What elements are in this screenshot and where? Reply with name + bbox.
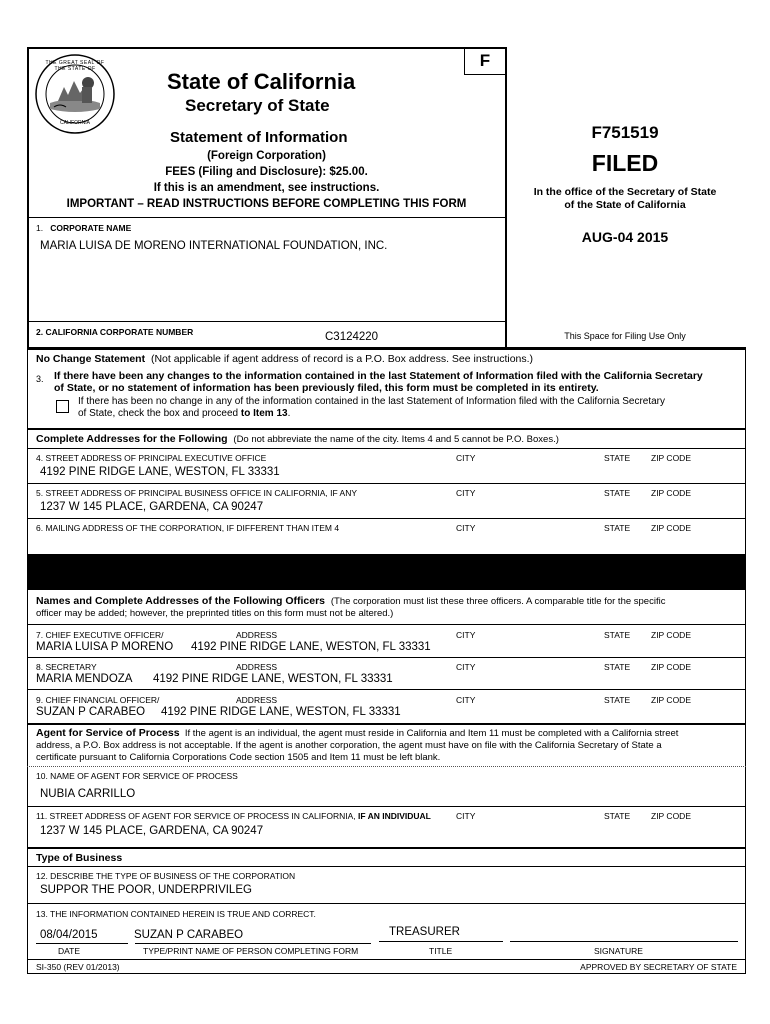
agent-name-value: NUBIA CARRILLO [40,788,136,800]
item5-label: 5. STREET ADDRESS OF PRINCIPAL BUSINESS OFFICE IN CALIFORNIA, IF ANY [36,488,358,498]
addresses-title: Complete Addresses for the Following [36,433,228,445]
item8-label: 8. SECRETARY [36,662,97,672]
section-agent-top [27,723,746,725]
signature-title-value: TREASURER [389,926,460,938]
item10-top-line [27,766,746,767]
filing-status: FILED [591,150,659,176]
filing-office-line1: In the office of the Secretary of State [533,186,717,198]
item9-city-label: CITY [456,695,476,705]
frame-left-line [27,47,29,347]
title-line [379,941,503,942]
corporate-number-value: C3124220 [325,331,379,343]
item9-name: SUZAN P CARABEO [36,706,146,718]
item7-city-label: CITY [456,630,476,640]
item11-label [36,811,431,821]
frame-left-lower [27,347,28,974]
item7-address-label: ADDRESS [236,630,278,640]
item6-zip-label: ZIP CODE [651,523,691,533]
item6-label: 6. MAILING ADDRESS OF THE CORPORATION, IF DIFFERENT THAN ITEM 4 [36,523,340,533]
no-change-line4 [78,408,290,419]
business-type-value: SUPPOR THE POOR, UNDERPRIVILEG [40,884,252,896]
filing-space-note: This Space for Filing Use Only [564,331,686,341]
item8-state-label: STATE [604,662,631,672]
title-label: TITLE [429,946,453,956]
item6-top-line [27,518,746,519]
item4-city-label: CITY [456,453,476,463]
item11-label-bold: IF AN INDIVIDUAL [357,811,431,821]
item7-state-label: STATE [604,630,631,640]
business-heading: Type of Business [36,852,123,864]
form-letter-box: F [464,47,505,75]
item9-address-label: ADDRESS [236,695,278,705]
frame-right-line [505,47,507,347]
item4-top-line [27,448,746,449]
form-subtitle: (Foreign Corporation) [207,150,326,162]
item11-label-text: 11. STREET ADDRESS OF AGENT FOR SERVICE OF PROCESS IN CALIFORNIA, [36,811,358,821]
item9-label: 9. CHIEF FINANCIAL OFFICER/ [36,695,160,705]
footer-bottom-line [27,973,746,974]
item4-zip-label: ZIP CODE [651,453,691,463]
item11-top-line [27,806,746,807]
filing-date: AUG-04 2015 [581,229,669,245]
no-change-heading [36,353,533,365]
item9-top-line [27,689,746,690]
section-no-change-top [27,347,746,350]
section-addresses-top [27,428,746,430]
item1-label [36,223,131,233]
item11-zip-label: ZIP CODE [651,811,691,821]
important-text: IMPORTANT – READ INSTRUCTIONS BEFORE COMPLETING THIS FORM [66,198,467,210]
officers-heading [36,595,741,607]
addresses-note: (Do not abbreviate the name of the city. Items 4 and 5 cannot be P.O. Boxes.) [233,434,559,445]
date-line [36,943,128,944]
black-band [27,554,746,590]
name-line [135,943,371,944]
item12-top-line [27,866,746,867]
state-title: State of California [167,69,356,94]
item2-label: 2. CALIFORNIA CORPORATE NUMBER [36,327,194,337]
office-title: Secretary of State [185,96,330,115]
no-change-line2: of State, or no statement of information has been previously filed, this form must be completed in its entirety. [54,382,599,394]
item6-state-label: STATE [604,523,631,533]
signature-line [510,941,738,942]
item7-top-line [27,624,746,625]
item4-state-label: STATE [604,453,631,463]
agent-note3: certificate pursuant to California Corporations Code section 1505 and Item 11 must be left blank. [36,752,441,763]
item8-top-line [27,657,746,658]
addresses-heading [36,433,559,445]
footer-top-line [27,959,746,960]
item5-value: 1237 W 145 PLACE, GARDENA, CA 90247 [40,501,264,513]
signature-date-value: 08/04/2015 [40,929,98,941]
item13-label: 13. THE INFORMATION CONTAINED HEREIN IS TRUE AND CORRECT. [36,909,316,919]
item5-top-line [27,483,746,484]
no-change-line3: If there has been no change in any of the information contained in the last Statement of Information filed with the California Secretary [78,396,666,407]
filing-number: F751519 [591,123,659,142]
signature-name-value: SUZAN P CARABEO [134,929,244,941]
item1-label-text: CORPORATE NAME [50,223,132,233]
amendment-text: If this is an amendment, see instructions. [153,182,380,194]
date-label: DATE [58,946,81,956]
item4-label: 4. STREET ADDRESS OF PRINCIPAL EXECUTIVE OFFICE [36,453,267,463]
item8-zip-label: ZIP CODE [651,662,691,672]
item8-name: MARIA MENDOZA [36,673,133,685]
item9-state-label: STATE [604,695,631,705]
seal-top-text: THE GREAT SEAL OF THE STATE OF [45,60,105,72]
item8-address: 4192 PINE RIDGE LANE, WESTON, FL 33331 [153,673,393,685]
frame-top-line [27,47,507,49]
no-change-line4b: to Item 13 [240,408,288,419]
no-change-title: No Change Statement [36,353,146,365]
item9-address: 4192 PINE RIDGE LANE, WESTON, FL 33331 [161,706,401,718]
name-label: TYPE/PRINT NAME OF PERSON COMPLETING FORM [143,946,359,956]
item1-num: 1. [36,223,44,233]
item6-city-label: CITY [456,523,476,533]
no-change-line4c: . [287,408,291,419]
frame-right-lower [745,347,746,974]
agent-note2: address, a P.O. Box address is not acceptable. If the agent is another corporation, the agent must have on file with the California Secretary of State a [36,740,662,751]
item3-num: 3. [36,374,44,384]
item7-name: MARIA LUISA P MORENO [36,641,174,653]
form-id: SI-350 (REV 01/2013) [36,962,120,972]
item5-city-label: CITY [456,488,476,498]
agent-heading [36,727,741,739]
item12-label: 12. DESCRIBE THE TYPE OF BUSINESS OF THE CORPORATION [36,871,296,881]
agent-address-value: 1237 W 145 PLACE, GARDENA, CA 90247 [40,825,264,837]
item13-top-line [27,903,746,904]
officers-note1: (The corporation must list these three officers. A comparable title for the specific [330,596,666,607]
item7-address: 4192 PINE RIDGE LANE, WESTON, FL 33331 [191,641,431,653]
officers-title: Names and Complete Addresses of the Following Officers [36,595,326,607]
no-change-note: (Not applicable if agent address of record is a P.O. Box address. See instructions.) [150,353,534,365]
item7-label: 7. CHIEF EXECUTIVE OFFICER/ [36,630,164,640]
signature-label: SIGNATURE [594,946,643,956]
item8-address-label: ADDRESS [236,662,278,672]
no-change-line1: If there have been any changes to the information contained in the last Statement of Information filed with the California Secretary [54,370,703,382]
item11-city-label: CITY [456,811,476,821]
item5-zip-label: ZIP CODE [651,488,691,498]
item10-label: 10. NAME OF AGENT FOR SERVICE OF PROCESS [36,771,238,781]
corporate-name-value: MARIA LUISA DE MORENO INTERNATIONAL FOUNDATION, INC. [40,240,388,252]
item7-zip-label: ZIP CODE [651,630,691,640]
no-change-line4a: of State, check the box and proceed [78,408,241,419]
item8-city-label: CITY [456,662,476,672]
item1-top-line [27,217,506,218]
officers-note2: officer may be added; however, the preprinted titles on this form must not be altered.) [36,608,394,619]
fees-text: FEES (Filing and Disclosure): $25.00. [165,166,368,178]
item4-value: 4192 PINE RIDGE LANE, WESTON, FL 33331 [40,466,280,478]
approved-text: APPROVED BY SECRETARY OF STATE [580,962,737,972]
statement-title: Statement of Information [170,129,348,146]
agent-title: Agent for Service of Process [36,727,180,739]
agent-note1: If the agent is an individual, the agent must reside in California and Item 11 must be completed with a California street [184,728,679,739]
section-business-top [27,847,746,849]
item9-zip-label: ZIP CODE [651,695,691,705]
item11-state-label: STATE [604,811,631,821]
seal-bottom-text: CALIFORNIA [59,120,90,126]
item5-state-label: STATE [604,488,631,498]
filing-office-line2: of the State of California [564,199,686,211]
no-change-checkbox[interactable] [56,400,69,413]
item2-top-line [27,321,506,322]
